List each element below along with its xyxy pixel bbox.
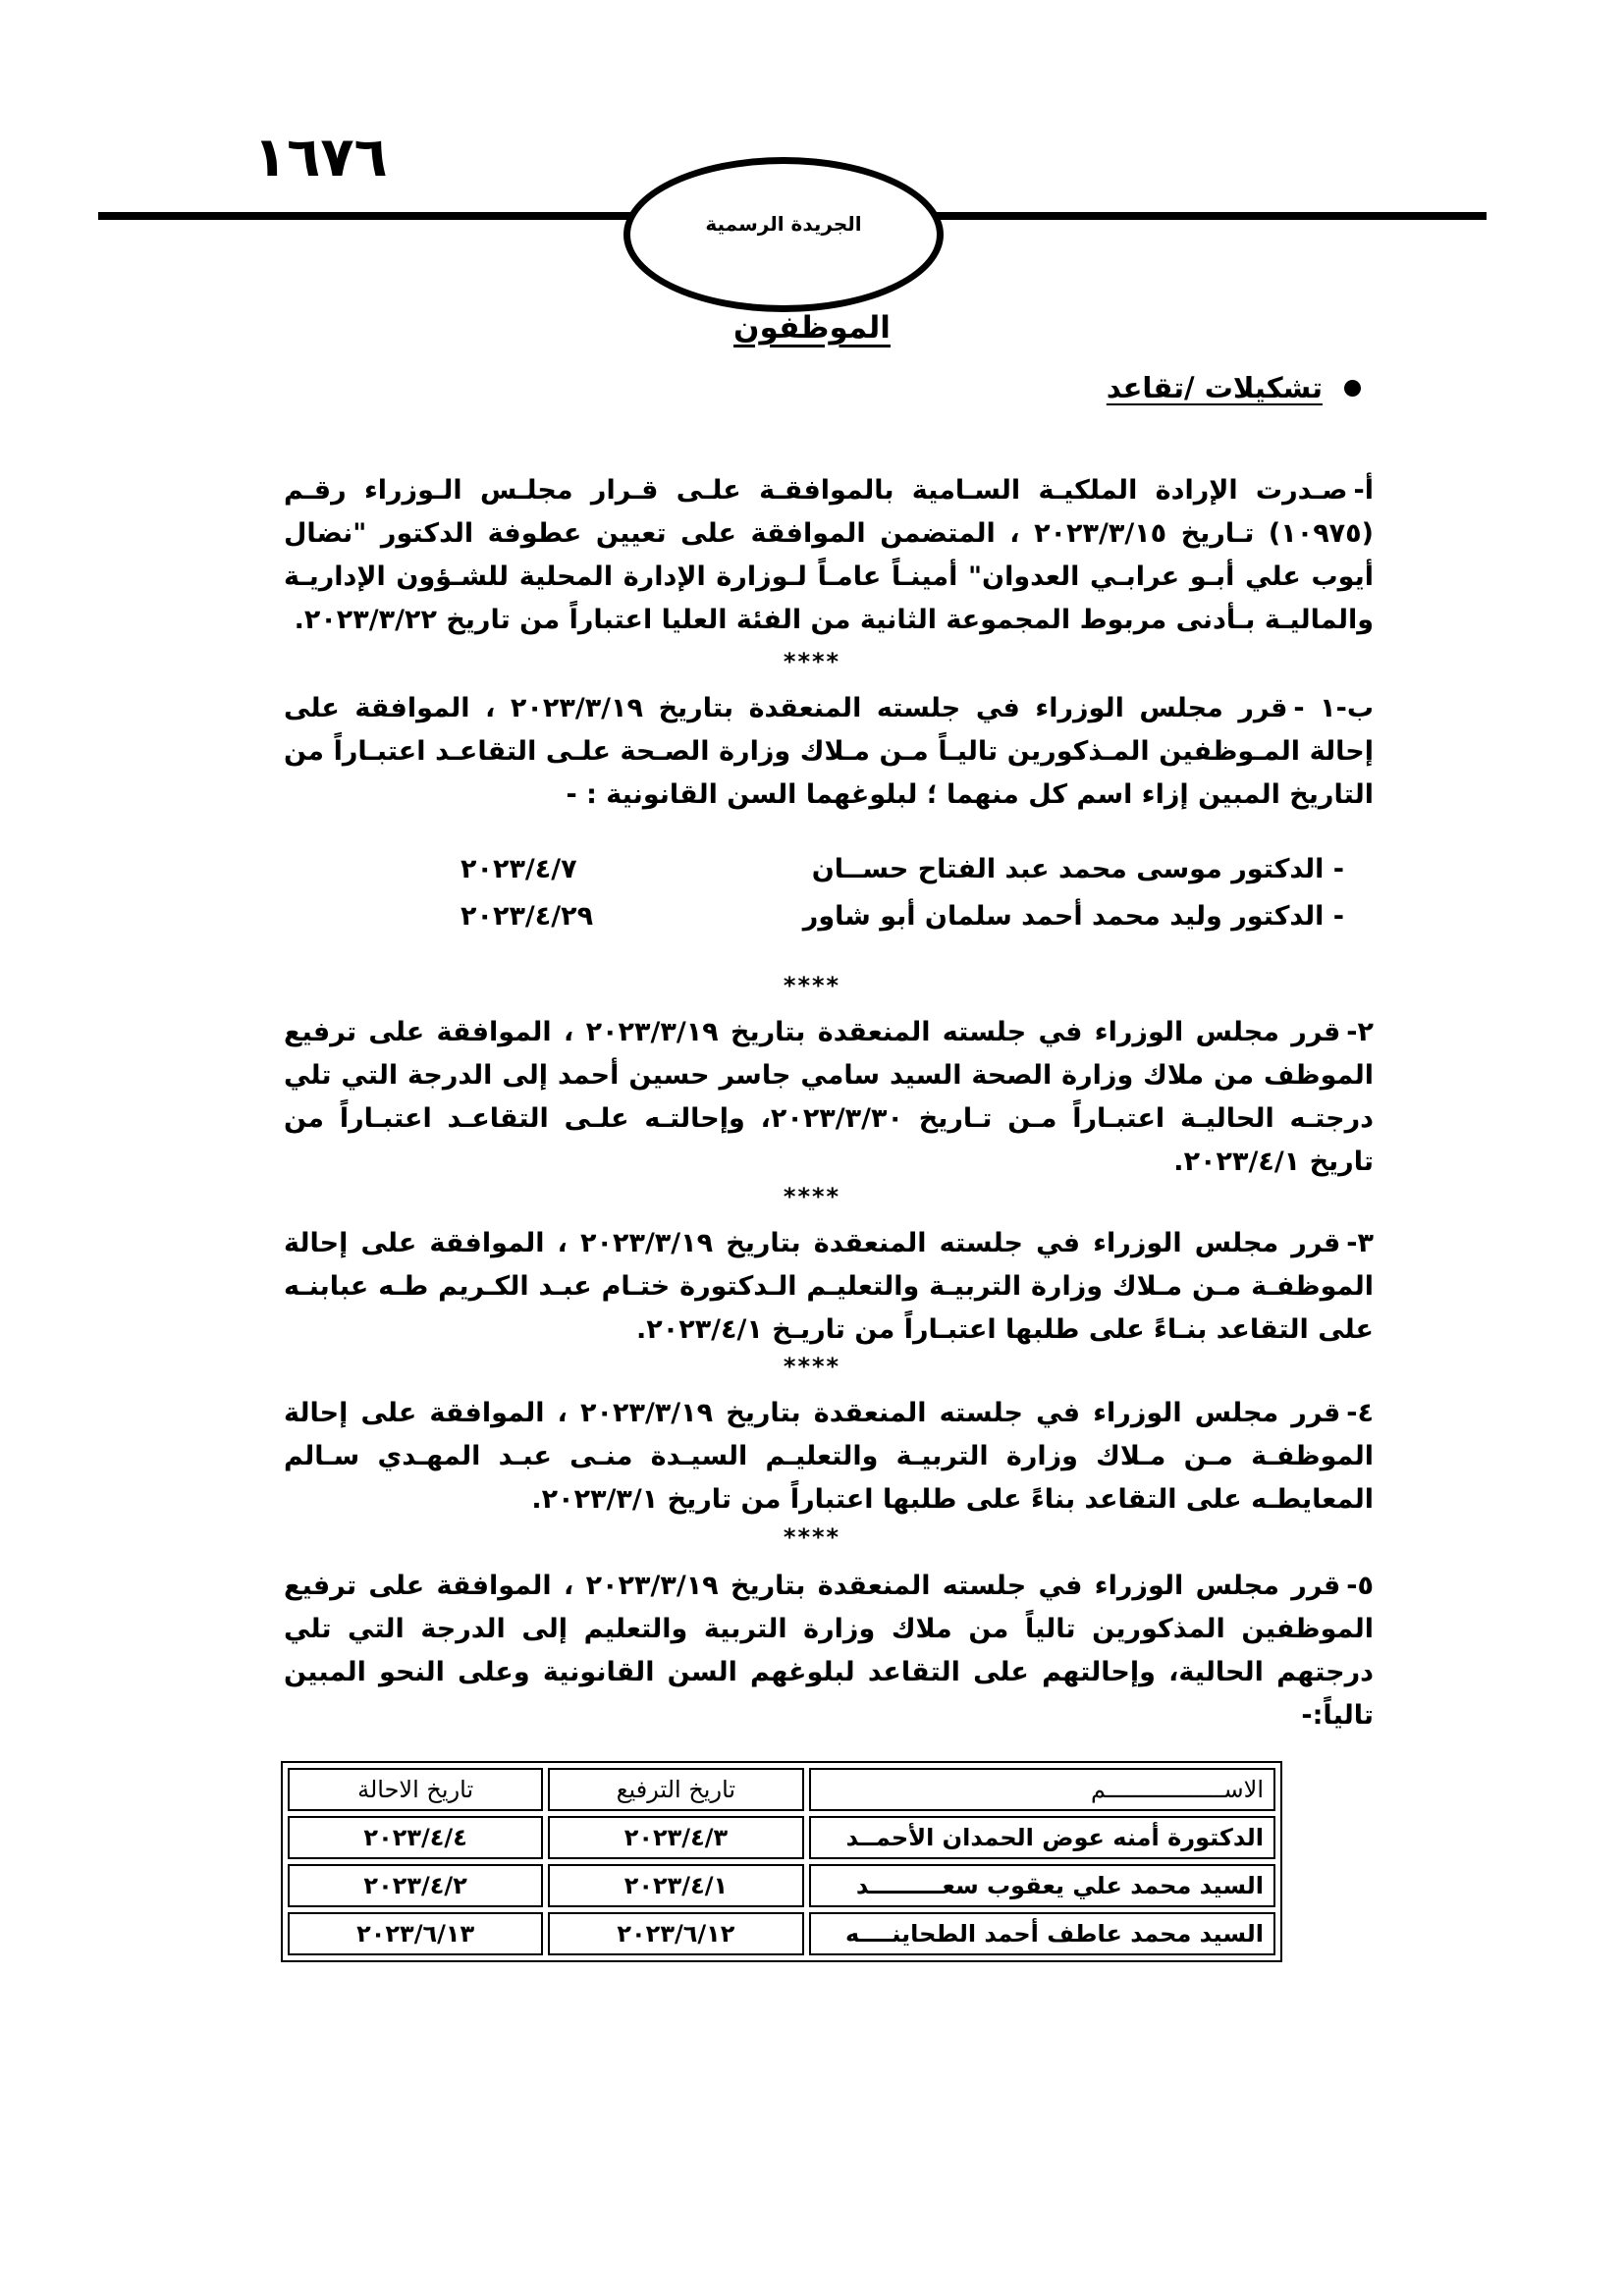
- item-marker: ٣-: [1346, 1228, 1374, 1258]
- bullet-icon: [1344, 380, 1361, 397]
- item-5: [284, 1565, 1374, 1737]
- retiree-row: [460, 854, 1344, 897]
- retiree-row: [460, 901, 1344, 944]
- item-text: قرر مجلس الوزراء في جلسته المنعقدة بتاريخ ٢٠٢٣/٣/١٩ ، الموافقة على ترفيع الموظفين المذكورين تالياً من ملاك وزارة التربية والتعليم إلى الدرجة التي تلي درجتهم الحالية، وإحالتهم على التقاعد لبلوغهم السن القانونية وعلى النحو المبين تالياً:-: [284, 1571, 1374, 1731]
- table-row: [288, 1816, 1275, 1859]
- retiree-name: - الدكتور موسى محمد عبد الفتاح حســان: [811, 854, 1344, 884]
- item-text: قرر مجلس الوزراء في جلسته المنعقدة بتاريخ ٢٠٢٣/٣/١٩ ، الموافقة على إحالة الموظفـة مـن مـلاك وزارة التربيـة والتعليـم السيـدة منـى عبـد المهـدي سـالم المعايطـه على التقاعد بناءً على طلبها اعتباراً من تاريخ ٢٠٢٣/٣/١.: [284, 1398, 1374, 1515]
- cell-promotion-date: ٢٠٢٣/٦/١٢: [548, 1912, 803, 1955]
- cell-promotion-date: ٢٠٢٣/٤/٣: [548, 1816, 803, 1859]
- separator: ****: [783, 1183, 841, 1210]
- separator: ****: [783, 648, 841, 675]
- employees-table: [281, 1761, 1282, 1962]
- item-text: قرر مجلس الوزراء في جلسته المنعقدة بتاريخ ٢٠٢٣/٣/١٩ ، الموافقة على ترفيع الموظف من ملاك وزارة الصحة السيد سامي جاسر حسين أحمد إلى الدرجة التي تلي درجتـه الحاليـة اعتبـاراً مـن تـاريخ ٢٠٢٣/٣/٣٠، وإحالتـه علـى التقاعـد اعتبـاراً من تاريخ ٢٠٢٣/٤/١.: [284, 1017, 1374, 1177]
- gazette-oval: [623, 157, 944, 312]
- subsection-heading: [1107, 371, 1361, 404]
- section-title: الموظفون: [733, 310, 891, 346]
- item-b1: [284, 687, 1374, 817]
- cell-name: الدكتورة أمنه عوض الحمدان الأحمــد: [809, 1816, 1275, 1859]
- retiree-date: ٢٠٢٣/٤/٧: [460, 854, 577, 884]
- column-header-retirement-date: تاريخ الاحالة: [288, 1768, 543, 1811]
- gazette-name: الجريدة الرسمية: [705, 212, 862, 236]
- item-a: [284, 469, 1374, 642]
- item-marker: ٥-: [1346, 1571, 1374, 1601]
- cell-retirement-date: ٢٠٢٣/٤/٤: [288, 1816, 543, 1859]
- separator: ****: [783, 1353, 841, 1380]
- table-header-row: [288, 1768, 1275, 1811]
- table-row: [288, 1912, 1275, 1955]
- subsection-title: تشكيلات /تقاعد: [1106, 371, 1323, 404]
- retiree-name: - الدكتور وليد محمد أحمد سلمان أبو شاور: [802, 901, 1344, 932]
- item-marker: أ-: [1353, 475, 1374, 506]
- retiree-date: ٢٠٢٣/٤/٢٩: [460, 901, 594, 932]
- item-marker: ب-١ -: [1293, 693, 1374, 723]
- item-3: [284, 1222, 1374, 1352]
- item-text: قرر مجلس الوزراء في جلسته المنعقدة بتاريخ ٢٠٢٣/٣/١٩ ، الموافقة على إحالة المـوظفين المـذكورين تاليـاً مـن مـلاك وزارة الصـحة علـى التقاعـد اعتبـاراً من التاريخ المبين إزاء اسم كل منهما ؛ لبلوغهما السن القانونية : -: [284, 693, 1374, 810]
- item-marker: ٢-: [1346, 1017, 1374, 1047]
- page-number: ١٦٧٦: [253, 126, 388, 189]
- separator: ****: [783, 972, 841, 999]
- column-header-name: الاســـــــــــــــــم: [809, 1768, 1275, 1811]
- cell-promotion-date: ٢٠٢٣/٤/١: [548, 1864, 803, 1907]
- column-header-promotion-date: تاريخ الترفيع: [548, 1768, 803, 1811]
- item-text: صـدرت الإرادة الملكيـة السـامية بالموافقـة علـى قـرار مجلـس الـوزراء رقـم (١٠٩٧٥) تـاريخ ٢٠٢٣/٣/١٥ ، المتضمن الموافقة على تعيين عطوفة الدكتور "نضال أيوب علي أبـو عرابـي العدوان" أمينـاً عامـاً لـوزارة الإدارة المحلية للشـؤون الإداريـة والماليـة بـأدنى مربوط المجموعة الثانية من الفئة العليا اعتباراً من تاريخ ٢٠٢٣/٣/٢٢.: [284, 475, 1374, 635]
- cell-name: السيد محمد علي يعقوب سعـــــــــد: [809, 1864, 1275, 1907]
- cell-retirement-date: ٢٠٢٣/٤/٢: [288, 1864, 543, 1907]
- item-marker: ٤-: [1346, 1398, 1374, 1428]
- cell-retirement-date: ٢٠٢٣/٦/١٣: [288, 1912, 543, 1955]
- separator: ****: [783, 1523, 841, 1551]
- item-text: قرر مجلس الوزراء في جلسته المنعقدة بتاريخ ٢٠٢٣/٣/١٩ ، الموافقة على إحالة الموظفـة مـن مـلاك وزارة التربيـة والتعليـم الـدكتورة ختـام عبـد الكـريم طـه عبابنـه على التقاعد بنـاءً على طلبها اعتبـاراً من تاريـخ ٢٠٢٣/٤/١.: [284, 1228, 1374, 1345]
- table-row: [288, 1864, 1275, 1907]
- item-2: [284, 1011, 1374, 1184]
- cell-name: السيد محمد عاطف أحمد الطحاينــــه: [809, 1912, 1275, 1955]
- item-4: [284, 1392, 1374, 1522]
